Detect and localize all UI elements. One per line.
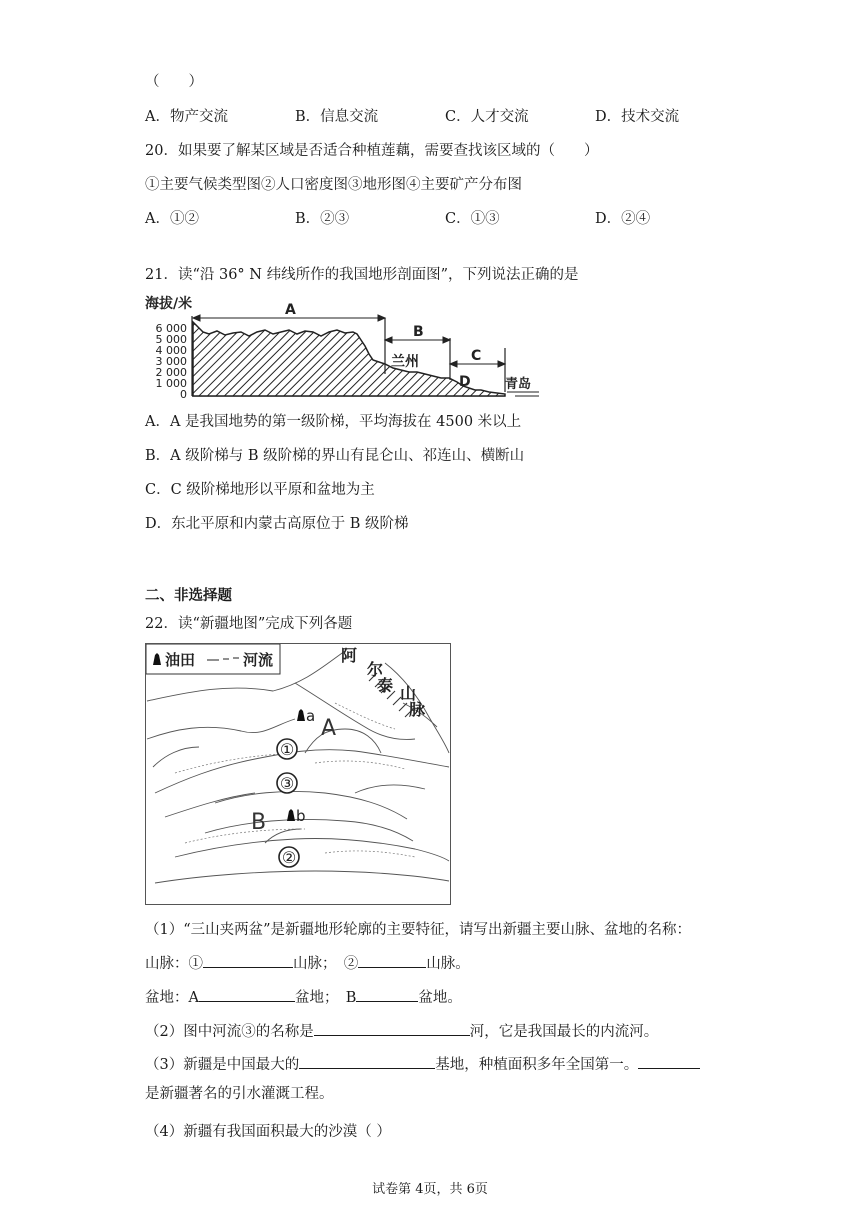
mountain-1-blank[interactable] [203, 953, 293, 968]
ytick-2000: 2 000 [155, 366, 187, 379]
segment-label-a: A [285, 302, 296, 318]
marker-3-label: ③ [279, 774, 295, 793]
q22-sub3 [145, 1054, 700, 1075]
y-ticks [156, 322, 188, 401]
q22-stem: 22．读“新疆地图”完成下列各题 [145, 616, 353, 632]
section-title: 二、非选择题 [145, 588, 232, 604]
q21-option-d[interactable]: D．东北平原和内蒙古高原位于 B 级阶梯 [145, 516, 409, 532]
q22-sub1-mountains [145, 953, 470, 974]
q22-sub4: （4）新疆有我国面积最大的沙漠（ ） [145, 1124, 391, 1140]
ytick-4000: 4 000 [155, 344, 187, 357]
marker-1-label: ① [279, 740, 295, 759]
range-char-3: 泰 [377, 676, 394, 695]
q22-sub1: （1）“三山夹两盆”是新疆地形轮廓的主要特征，请写出新疆主要山脉、盆地的名称： [145, 922, 692, 938]
q20-stem: 20．如果要了解某区域是否适合种植莲藕，需要查找该区域的（ ） [145, 143, 599, 159]
project-blank[interactable] [638, 1054, 700, 1069]
sub3-prefix: （3）新疆是中国最大的 [145, 1057, 300, 1073]
q21-option-a[interactable]: A．A 是我国地势的第一级阶梯，平均海拔在 4500 米以上 [145, 414, 522, 430]
terrain-profile-chart [145, 288, 545, 404]
q21-option-b[interactable]: B．A 级阶梯与 B 级阶梯的界山有昆仑山、祁连山、横断山 [145, 448, 525, 464]
range-char-1: 阿 [341, 646, 358, 665]
sub3-mid: 基地，种植面积多年全国第一。 [435, 1057, 639, 1073]
marker-3 [277, 773, 297, 793]
range-char-5: 脉 [409, 700, 426, 719]
q21-option-c[interactable]: C．C 级阶梯地形以平原和盆地为主 [145, 482, 375, 498]
q21-stem: 21．读“沿 36° N 纬线所作的我国地形剖面图”，下列说法正确的是 [145, 267, 579, 283]
basin-a-blank[interactable] [199, 987, 295, 1002]
q19-paren: （ ） [145, 74, 203, 90]
chart-ylabel: 海拔/米 [145, 296, 193, 312]
range-char-4: 山 [400, 684, 417, 703]
marker-1 [277, 739, 297, 759]
legend-box [146, 644, 280, 674]
q22-sub2 [145, 1021, 658, 1042]
segment-label-d: D [459, 374, 471, 390]
basin-b-blank[interactable] [356, 987, 418, 1002]
basin-prefix: 盆地：A [145, 990, 199, 1006]
sub2-prefix: （2）图中河流③的名称是 [145, 1024, 314, 1040]
place-label-qingdao: 青岛 [505, 377, 532, 392]
q20-option-c[interactable]: C．①③ [445, 211, 500, 227]
marker-2-label: ② [281, 848, 297, 867]
ytick-1000: 1 000 [155, 377, 187, 390]
q19-option-b[interactable]: B．信息交流 [295, 109, 379, 125]
basin-end: 盆地。 [418, 990, 462, 1006]
legend-river-label: 河流 [243, 651, 274, 669]
ytick-5000: 5 000 [155, 333, 187, 346]
q20-option-d[interactable]: D．②④ [595, 211, 651, 227]
q20-items: ①主要气候类型图②人口密度图③地形图④主要矿产分布图 [145, 177, 522, 193]
q19-option-c[interactable]: C．人才交流 [445, 109, 529, 125]
mountain-end: 山脉。 [426, 956, 470, 972]
base-blank[interactable] [299, 1054, 435, 1069]
segment-label-c: C [471, 348, 482, 364]
map-label-b-small: b [296, 807, 306, 825]
q20-option-a[interactable]: A．①② [145, 211, 199, 227]
q19-option-d[interactable]: D．技术交流 [595, 109, 680, 125]
place-label-lanzhou: 兰州 [391, 354, 419, 370]
legend-oilfield-label: 油田 [165, 651, 196, 669]
segment-label-b: B [413, 324, 424, 340]
mountain-mid: 山脉； ② [293, 956, 359, 972]
page-footer: 试卷第 4页，共 6页 [372, 1182, 488, 1197]
basin-mid: 盆地； B [294, 990, 357, 1006]
range-char-2: 尔 [367, 660, 384, 679]
xinjiang-map [145, 643, 451, 905]
q22-sub1-basins [145, 987, 462, 1008]
q19-option-a[interactable]: A．物产交流 [145, 109, 228, 125]
ytick-0: 0 [180, 388, 187, 401]
sea-lines [507, 392, 539, 396]
river-name-blank[interactable] [314, 1021, 470, 1036]
sub2-end: 河，它是我国最长的内流河。 [469, 1024, 659, 1040]
marker-2 [279, 847, 299, 867]
ytick-3000: 3 000 [155, 355, 187, 368]
q22-sub3-cont: 是新疆著名的引水灌溉工程。 [145, 1086, 334, 1102]
ytick-6000: 6 000 [155, 322, 187, 335]
mountain-2-blank[interactable] [358, 953, 426, 968]
mountain-prefix: 山脉：① [145, 956, 203, 972]
q20-option-b[interactable]: B．②③ [295, 211, 350, 227]
map-label-a-small: a [306, 707, 316, 725]
map-label-A: A [321, 716, 337, 741]
map-label-B: B [251, 810, 267, 835]
